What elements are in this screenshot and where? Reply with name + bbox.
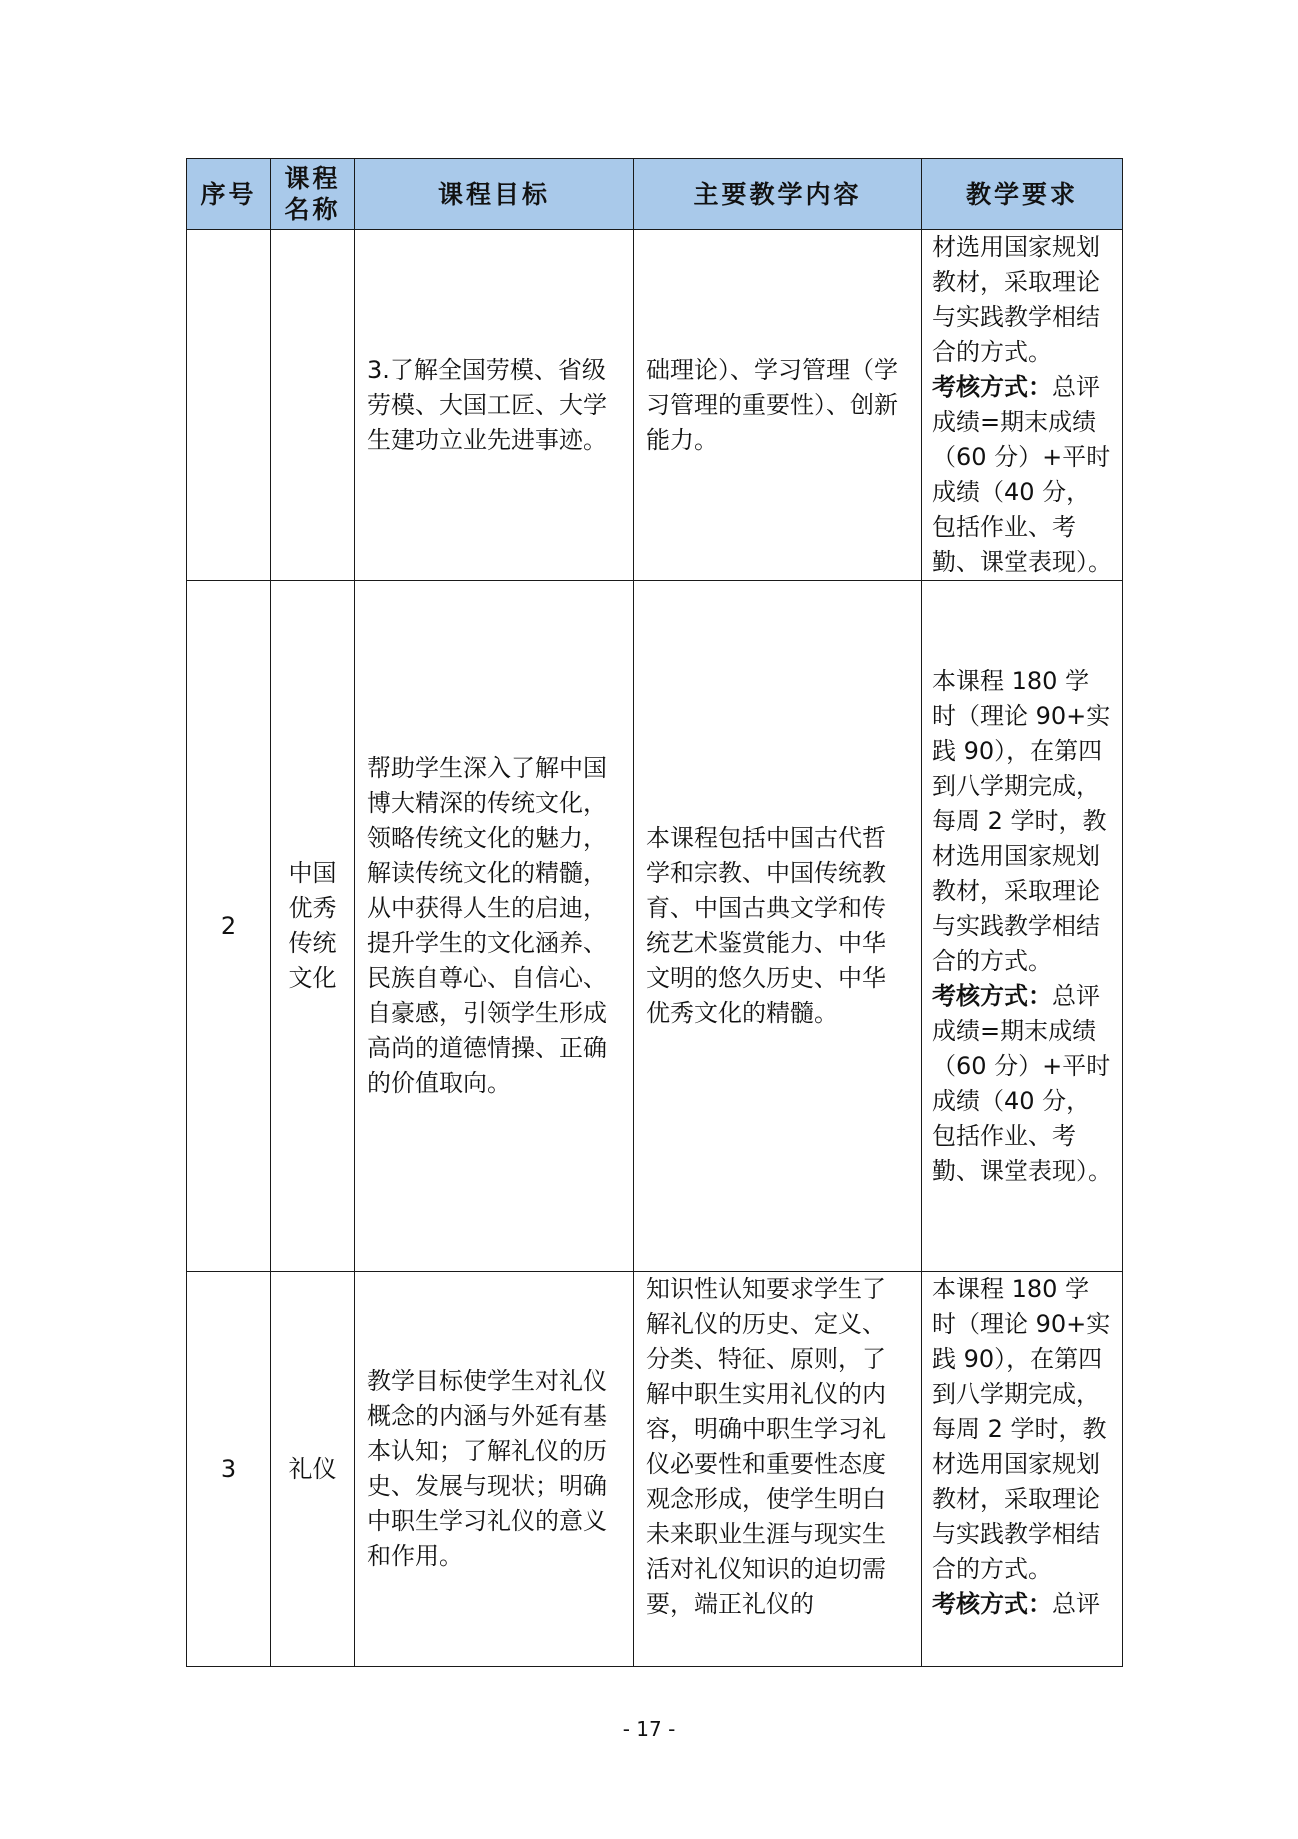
table-row <box>187 1272 1123 1667</box>
row-requirement <box>922 1272 1123 1667</box>
row-goal-text: 帮助学生深入了解中国博大精深的传统文化，领略传统文化的魅力，解读传统文化的精髓，从中获得人生的启迪，提升学生的文化涵养、民族自尊心、自信心、自豪感，引领学生形成高尚的道德情操、正确的价值取向。 <box>367 754 607 1097</box>
row-course-name-text: 中国优秀传统文化 <box>288 859 337 992</box>
table-header-row <box>187 159 1123 230</box>
row-requirement-text <box>922 230 1122 580</box>
row-content-text: 本课程包括中国古代哲学和宗教、中国传统教育、中国古典文学和传统艺术鉴赏能力、中华文明的悠久历史、中华优秀文化的精髓。 <box>646 824 886 1027</box>
requirement-body: 本课程 180 学时（理论 90+实践 90），在第四到八学期完成，每周 2 学时，教材选用国家规划教材，采取理论与实践教学相结合的方式。 <box>932 1275 1111 1583</box>
assessment-detail: 总评成绩=期末成绩（60 分）+平时成绩（40 分，包括作业、考勤、课堂表现）。 <box>932 373 1112 576</box>
row-goal <box>355 581 634 1272</box>
row-requirement-text <box>922 664 1122 1189</box>
header-requirement: 教学要求 <box>922 159 1123 230</box>
row-course-name <box>271 581 355 1272</box>
assessment-detail: 总评 <box>1052 1590 1100 1618</box>
header-num: 序号 <box>187 159 271 230</box>
row-goal <box>355 230 634 581</box>
assessment-label: 考核方式： <box>932 981 1052 1010</box>
row-requirement <box>922 230 1123 581</box>
row-requirement-text <box>922 1272 1122 1622</box>
table-row <box>187 230 1123 581</box>
row-content-text: 础理论）、学习管理（学习管理的重要性）、创新能力。 <box>646 355 898 454</box>
row-num <box>187 230 271 581</box>
assessment-label: 考核方式： <box>932 373 1052 401</box>
requirement-body: 材选用国家规划教材，采取理论与实践教学相结合的方式。 <box>932 233 1100 366</box>
page-number: - 17 - <box>622 1717 676 1741</box>
row-requirement <box>922 581 1123 1272</box>
requirement-body: 本课程 180 学时（理论 90+实践 90），在第四到八学期完成，每周 2 学时，教材选用国家规划教材，采取理论与实践教学相结合的方式。 <box>932 666 1111 975</box>
header-course-name-line2: 名称 <box>284 195 341 224</box>
row-num: 3 <box>187 1272 271 1667</box>
assessment-detail: 总评成绩=期末成绩（60 分）+平时成绩（40 分，包括作业、考勤、课堂表现）。 <box>932 981 1112 1185</box>
row-num: 2 <box>187 581 271 1272</box>
row-content-text: 知识性认知要求学生了解礼仪的历史、定义、分类、特征、原则，了解中职生实用礼仪的内容，明确中职生学习礼仪必要性和重要性态度观念形成，使学生明白未来职业生涯与现实生活对礼仪知识的迫切需要，端正礼仪的 <box>646 1275 886 1618</box>
row-course-name <box>271 230 355 581</box>
row-content <box>634 581 922 1272</box>
row-content <box>634 230 922 581</box>
assessment-label: 考核方式： <box>932 1590 1052 1618</box>
row-goal-text: 教学目标使学生对礼仪概念的内涵与外延有基本认知；了解礼仪的历史、发展与现状；明确中职生学习礼仪的意义和作用。 <box>367 1367 607 1570</box>
row-goal-text: 3.了解全国劳模、省级劳模、大国工匠、大学生建功立业先进事迹。 <box>367 355 607 454</box>
row-goal <box>355 1272 634 1667</box>
curriculum-table <box>186 158 1123 1667</box>
row-course-name: 礼仪 <box>271 1272 355 1667</box>
header-course-name <box>271 159 355 230</box>
header-goal: 课程目标 <box>355 159 634 230</box>
table-row <box>187 581 1123 1272</box>
row-content <box>634 1272 922 1667</box>
header-content: 主要教学内容 <box>634 159 922 230</box>
header-course-name-line1: 课程 <box>284 164 341 193</box>
